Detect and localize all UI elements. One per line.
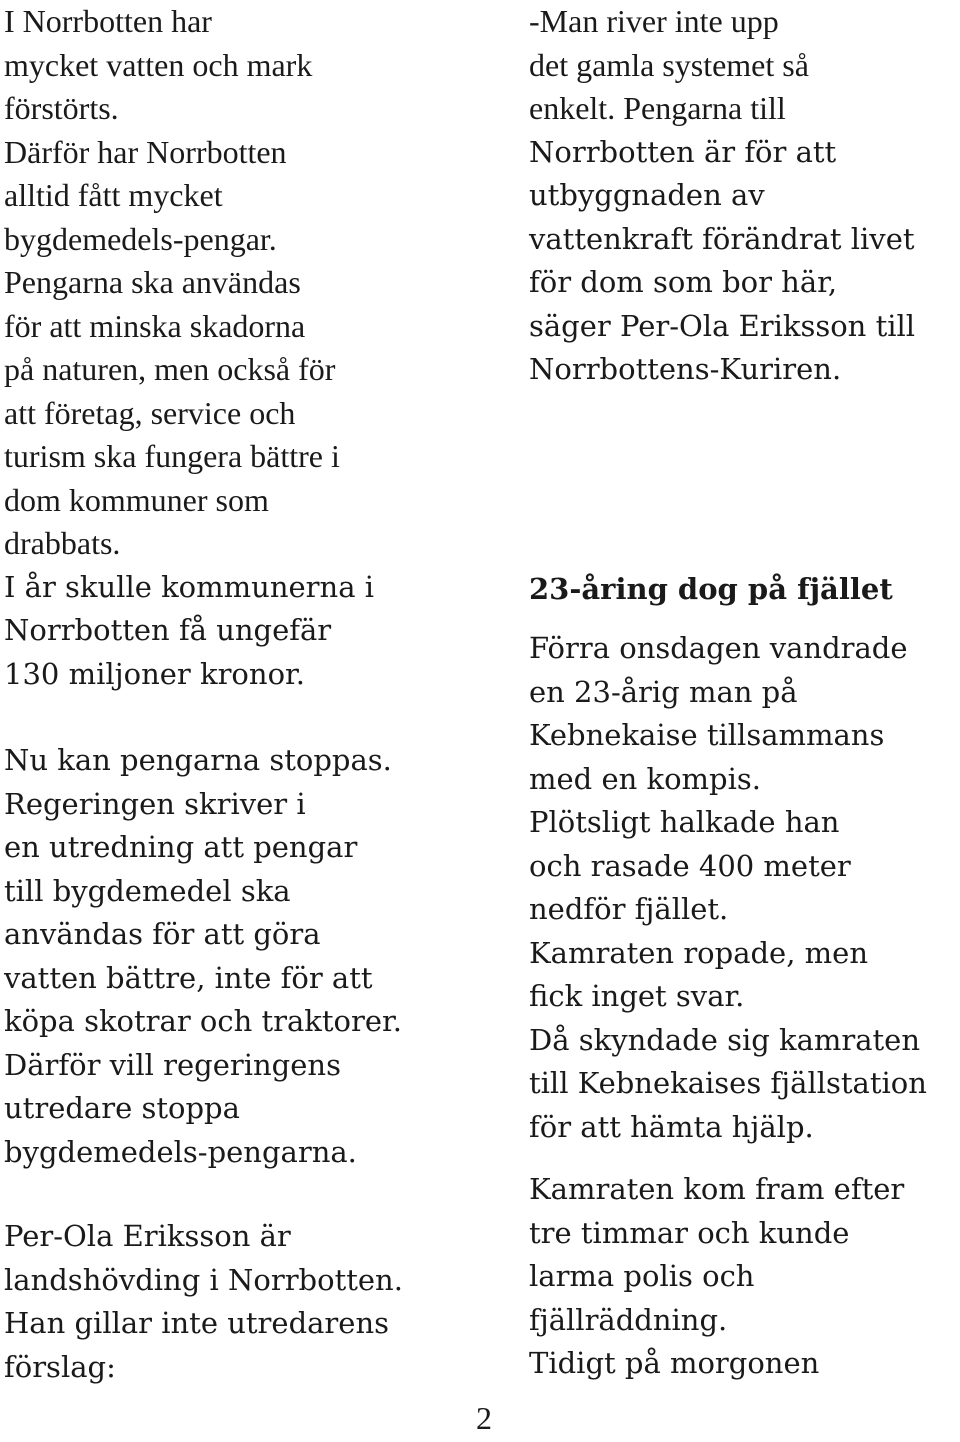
- text-line: för dom som bor här,: [529, 265, 838, 299]
- text-line: användas för att göra: [4, 917, 321, 951]
- text-line: Därför har Norrbotten: [4, 133, 287, 170]
- text-line: tre timmar och kunde: [529, 1215, 850, 1250]
- text-line: 130 miljoner kronor.: [4, 656, 305, 691]
- text-line: fick inget svar.: [529, 979, 745, 1013]
- text-line: Plötsligt halkade han: [529, 805, 840, 839]
- text-line: Tidigt på morgonen: [529, 1346, 820, 1380]
- page-number: 2: [476, 1400, 492, 1436]
- text-line: bygdemedels-pengarna.: [4, 1134, 357, 1169]
- text-line: I Norrbotten har: [4, 3, 212, 39]
- text-line: med en kompis.: [529, 761, 761, 796]
- article-body-continued: [529, 1168, 904, 1386]
- text-line: köpa skotrar och traktorer.: [4, 1004, 402, 1038]
- article-headline: 23-åring dog på fjället: [529, 572, 893, 606]
- text-line: Förra onsdagen vandrade: [529, 631, 908, 665]
- text-line: Kamraten kom fram efter: [529, 1172, 905, 1206]
- text-line: till bygdemedel ska: [4, 873, 291, 908]
- quote-paragraph: [529, 0, 915, 392]
- text-line: att företag, service och: [4, 394, 296, 431]
- text-line: fjällräddning.: [529, 1302, 728, 1337]
- article-body: [529, 627, 927, 1149]
- text-line: Norrbottens-Kuriren.: [529, 352, 842, 386]
- paragraph-gap: [4, 1174, 484, 1215]
- text-line: bygdemedels-pengar.: [4, 220, 277, 257]
- text-line: Norrbotten få ungefär: [4, 613, 332, 647]
- paragraph-pengar-stoppas: [4, 739, 484, 1174]
- paragraph-kommuner-amount: [4, 566, 484, 697]
- text-line: dom kommuner som: [4, 481, 269, 518]
- paragraph-landshovding: [4, 1215, 484, 1389]
- text-line: för att hämta hjälp.: [529, 1109, 814, 1144]
- text-line: mycket vatten och mark: [4, 46, 313, 83]
- text-line: I år skulle kommunerna i: [4, 569, 374, 604]
- text-line: Kamraten ropade, men: [529, 935, 868, 970]
- text-line: Då skyndade sig kamraten: [529, 1022, 921, 1057]
- text-line: enkelt. Pengarna till: [529, 90, 786, 126]
- text-line: Per-Ola Eriksson är: [4, 1219, 291, 1253]
- text-line: vatten bättre, inte för att: [4, 960, 373, 995]
- text-line: förstörts.: [4, 90, 119, 126]
- text-line: drabbats.: [4, 525, 121, 561]
- text-line: för att minska skadorna: [4, 307, 306, 344]
- text-line: säger Per-Ola Eriksson till: [529, 308, 916, 343]
- text-line: alltid fått mycket: [4, 177, 223, 213]
- text-line: på naturen, men också för: [4, 351, 336, 387]
- text-line: Därför vill regeringens: [4, 1047, 341, 1082]
- text-line: en utredning att pengar: [4, 830, 358, 864]
- text-line: Regeringen skriver i: [4, 786, 306, 821]
- text-line: landshövding i Norrbotten.: [4, 1262, 403, 1297]
- text-line: till Kebnekaises fjällstation: [529, 1066, 927, 1100]
- text-line: en 23-årig man på: [529, 674, 798, 709]
- text-line: vattenkraft förändrat livet: [529, 221, 915, 256]
- left-column: [4, 0, 484, 1389]
- text-line: utredare stoppa: [4, 1091, 240, 1125]
- text-line: turism ska fungera bättre i: [4, 438, 340, 474]
- paragraph-gap: [4, 696, 484, 739]
- text-line: Nu kan pengarna stoppas.: [4, 743, 392, 777]
- text-line: Han gillar inte utredarens: [4, 1306, 390, 1340]
- text-line: nedför fjället.: [529, 892, 729, 926]
- text-line: och rasade 400 meter: [529, 848, 851, 883]
- text-line: utbyggnaden av: [529, 178, 765, 212]
- text-line: Norrbotten är för att: [529, 134, 837, 169]
- text-line: det gamla systemet så: [529, 46, 809, 83]
- paragraph-norrbotten-intro: [4, 0, 484, 566]
- text-line: förslag:: [4, 1349, 116, 1384]
- text-line: larma polis och: [529, 1259, 755, 1293]
- text-line: -Man river inte upp: [529, 3, 779, 39]
- text-line: Kebnekaise tillsammans: [529, 718, 885, 752]
- text-line: Pengarna ska användas: [4, 264, 301, 300]
